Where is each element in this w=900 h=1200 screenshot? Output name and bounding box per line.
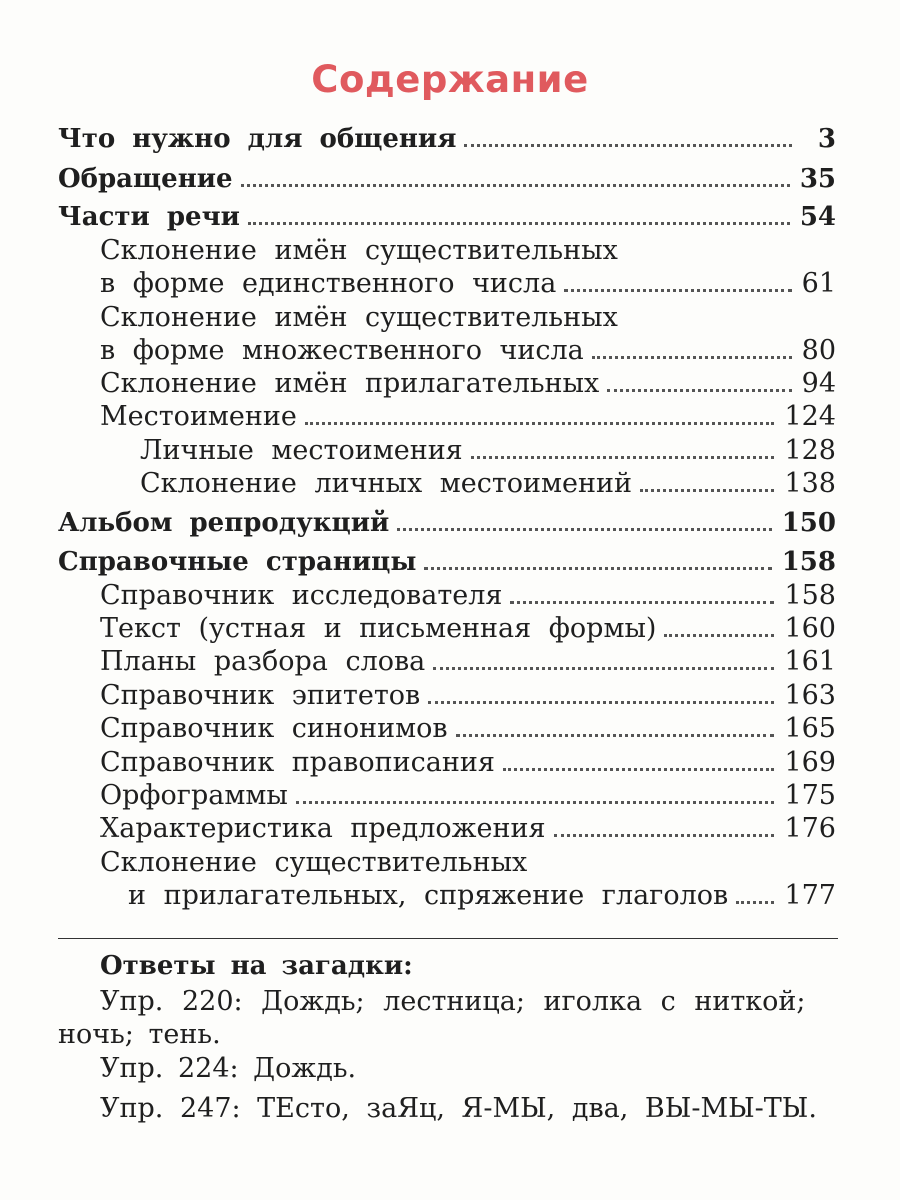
toc-entry-page: 160: [784, 613, 836, 644]
toc-entry[interactable]: [100, 267, 836, 301]
toc-entry-page: 169: [784, 747, 836, 778]
toc-entry[interactable]: [100, 679, 836, 713]
toc-leader-dots: [464, 143, 792, 147]
toc-entry-page: 176: [784, 813, 836, 844]
toc-entry-label: Справочник синонимов: [100, 713, 448, 744]
toc-entry-page: 175: [784, 780, 836, 811]
toc-entry-label: Части речи: [58, 202, 240, 232]
toc-entry[interactable]: [58, 545, 836, 579]
toc-entry-label: Склонение личных местоимений: [140, 468, 633, 499]
toc-leader-dots: [510, 600, 774, 604]
toc-entry-label: Личные местоимения: [140, 435, 463, 466]
toc-entry[interactable]: [58, 506, 836, 540]
answer-line: ночь; тень.: [58, 1019, 221, 1050]
toc-entry-label-first-line: Склонение имён существительных: [100, 302, 618, 333]
toc-entry[interactable]: [100, 400, 836, 434]
toc-leader-dots: [296, 800, 775, 804]
toc-entry[interactable]: [100, 645, 836, 679]
toc-leader-dots: [397, 527, 771, 531]
toc-entry-label-first-line: Склонение имён существительных: [100, 235, 618, 266]
toc-entry-label: Орфограммы: [100, 780, 288, 811]
toc-leader-dots: [433, 666, 774, 670]
toc-entry-label: Местоимение: [100, 401, 297, 432]
toc-leader-dots: [564, 288, 791, 292]
toc-entry-label-first-line: Склонение существительных: [100, 847, 528, 878]
toc-leader-dots: [503, 767, 775, 771]
toc-entry-page: 128: [784, 435, 836, 466]
answers-heading: Ответы на загадки:: [100, 951, 413, 981]
toc-entry-page: 161: [784, 646, 836, 677]
toc-leader-dots: [736, 900, 774, 904]
toc-entry-label: Справочник эпитетов: [100, 680, 421, 711]
toc-leader-dots: [241, 183, 790, 187]
toc-entry[interactable]: [100, 812, 836, 846]
toc-leader-dots: [607, 388, 791, 392]
toc-entry[interactable]: [100, 712, 836, 746]
toc-entry-label: в форме множественного числа: [100, 335, 584, 366]
toc-entry-label: Справочник правописания: [100, 747, 495, 778]
toc-entry-label: Склонение имён прилагательных: [100, 368, 600, 399]
toc-entry-label: Что нужно для общения: [58, 124, 457, 154]
toc-leader-dots: [471, 455, 775, 459]
page-title: Содержание: [311, 58, 589, 101]
toc-entry[interactable]: [100, 779, 836, 813]
toc-entry-page: 94: [801, 368, 836, 399]
toc-entry-page: 124: [784, 401, 836, 432]
toc-leader-dots: [640, 488, 774, 492]
toc-leader-dots: [664, 633, 774, 637]
toc-entry-page: 54: [799, 202, 836, 232]
toc-entry-label: и прилагательных, спряжение глаголов: [128, 880, 729, 911]
toc-entry-page: 158: [784, 580, 836, 611]
toc-entry[interactable]: [100, 746, 836, 780]
toc-entry-label: Текст (устная и письменная формы): [100, 613, 657, 644]
toc-entry-label: Планы разбора слова: [100, 646, 426, 677]
toc-entry-page: 158: [781, 547, 836, 577]
toc-leader-dots: [248, 221, 790, 225]
toc-entry[interactable]: [58, 122, 836, 156]
toc-entry[interactable]: [58, 162, 836, 196]
toc-entry-page: 3: [817, 124, 836, 154]
toc-entry[interactable]: [100, 579, 836, 613]
toc-entry-page: 35: [799, 164, 836, 194]
answer-line: Упр. 220: Дождь; лестница; иголка с ниткой;: [100, 986, 806, 1017]
answer-line: Упр. 224: Дождь.: [100, 1053, 357, 1084]
toc-entry[interactable]: [100, 612, 836, 646]
toc-leader-dots: [592, 355, 792, 359]
toc-entry-page: 61: [801, 268, 836, 299]
toc-entry-label: Справочные страницы: [58, 547, 417, 577]
toc-entry-label: Справочник исследователя: [100, 580, 503, 611]
toc-entry[interactable]: [140, 434, 836, 468]
toc-entry-page: 150: [781, 508, 836, 538]
toc-leader-dots: [428, 700, 774, 704]
toc-entry[interactable]: [100, 367, 836, 401]
toc-entry[interactable]: [128, 879, 836, 913]
toc-entry-page: 177: [784, 880, 836, 911]
toc-entry-page: 138: [784, 468, 836, 499]
toc-leader-dots: [554, 833, 775, 837]
toc-entry-label: Характеристика предложения: [100, 813, 546, 844]
toc-entry-label: Альбом репродукций: [58, 508, 390, 538]
toc-entry-label: Обращение: [58, 164, 233, 194]
toc-entry[interactable]: [100, 334, 836, 368]
toc-entry-page: 163: [784, 680, 836, 711]
toc-entry-label: в форме единственного числа: [100, 268, 557, 299]
toc-entry[interactable]: [140, 467, 836, 501]
toc-entry[interactable]: [58, 200, 836, 234]
toc-entry-page: 165: [784, 713, 836, 744]
toc-leader-dots: [456, 733, 775, 737]
toc-entry-page: 80: [801, 335, 836, 366]
divider: [58, 938, 838, 939]
answer-line: Упр. 247: ТЕсто, заЯц, Я-МЫ, два, ВЫ-МЫ-ТЫ.: [100, 1093, 817, 1124]
toc-leader-dots: [305, 421, 775, 425]
toc-leader-dots: [424, 566, 771, 570]
